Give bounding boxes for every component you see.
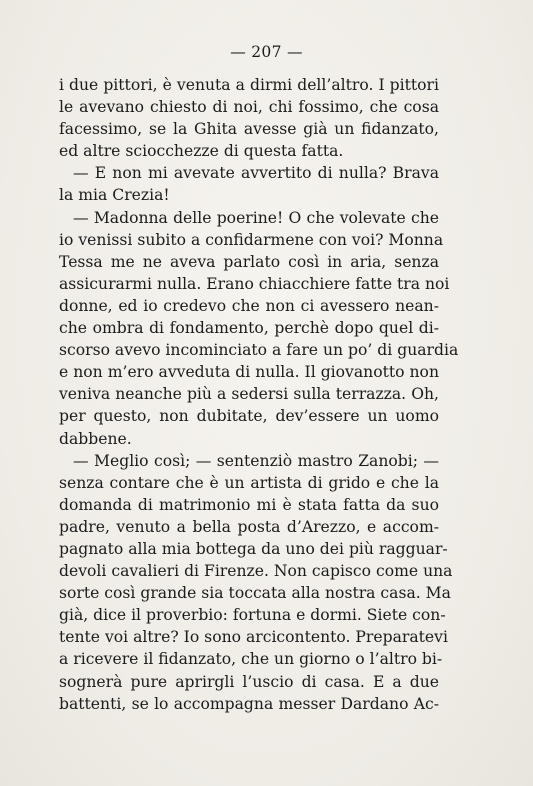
text-line: assicurarmi nulla. Erano chiacchiere fatte tra noi (59, 274, 450, 293)
text-line: devoli cavalieri di Firenze. Non capisco come una (59, 562, 453, 581)
text-line: per questo, non dubitate, dev’essere un uomo (59, 407, 439, 426)
body-text (59, 74, 459, 715)
text-line: — Meglio così; — sentenziò mastro Zanobi; — (73, 451, 439, 470)
text-line: tente voi altre? Io sono arcicontento. Preparatevi (59, 628, 448, 647)
text-line: senza contare che è un artista di grido e che la (59, 473, 439, 492)
text-line: scorso avevo incominciato a fare un po’ di guardia (59, 341, 459, 360)
text-line: sorte così grande sia toccata alla nostra casa. Ma (59, 584, 451, 603)
text-line: pagnato alla mia bottega da uno dei più ragguar- (59, 539, 448, 558)
text-line: già, dice il proverbio: fortuna e dormi. Siete con- (59, 606, 446, 625)
text-line: e non m’ero avveduta di nulla. Il giovanotto non (59, 363, 439, 382)
text-line: veniva neanche più a sedersi sulla terrazza. Oh, (59, 385, 439, 404)
text-line: i due pittori, è venuta a dirmi dell’altro. I pittori (59, 76, 439, 94)
text-line: — E non mi avevate avvertito di nulla? Brava (73, 164, 439, 183)
text-line: Tessa me ne aveva parlato così in aria, senza (59, 252, 439, 271)
text-line: la mia Crezia! (59, 186, 170, 205)
text-line: le avevano chiesto di noi, chi fossimo, che cosa (59, 98, 439, 117)
text-line: io venissi subito a confidarmene con voi? Monna (59, 230, 444, 249)
text-line: — Madonna delle poerine! O che volevate che (73, 208, 439, 227)
text-line: donne, ed io credevo che non ci avessero nean- (59, 296, 439, 315)
text-line: facessimo, se la Ghita avesse già un fidanzato, (59, 120, 439, 139)
text-line: battenti, se lo accompagna messer Dardano Ac- (59, 694, 439, 713)
text-line: ed altre sciocchezze di questa fatta. (59, 142, 344, 161)
page-number: — 207 — (230, 43, 303, 61)
text-line: a ricevere il fidanzato, che un giorno o l’altro bi- (59, 650, 443, 669)
text-line: padre, venuto a bella posta d’Arezzo, e accom- (59, 517, 439, 536)
text-line: domanda di matrimonio mi è stata fatta da suo (59, 495, 439, 514)
text-line: che ombra di fondamento, perchè dopo quel di- (59, 319, 439, 338)
text-line: dabbene. (59, 429, 132, 448)
text-line: sognerà pure aprirgli l’uscio di casa. E a due (59, 672, 439, 691)
